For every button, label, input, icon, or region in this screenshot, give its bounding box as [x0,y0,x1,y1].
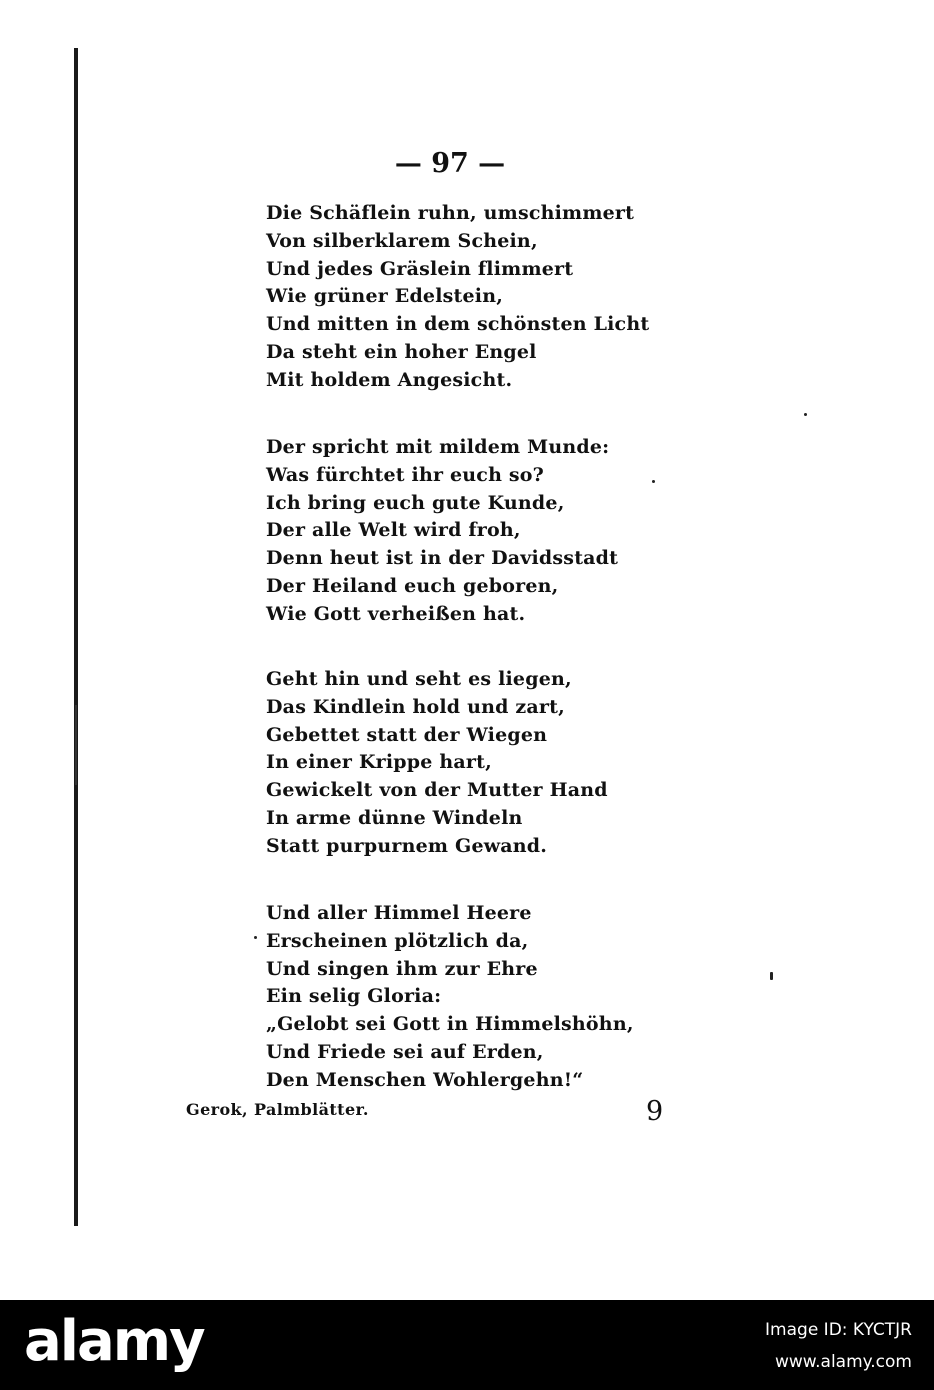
verse-line: Der Heiland euch geboren, [266,574,559,597]
ink-speck [652,480,655,483]
verse-line: Und Friede sei auf Erden, [266,1040,544,1063]
verse-line: Der spricht mit mildem Munde: [266,436,610,458]
verse-line: Die Schäflein ruhn, umschimmert [266,202,635,224]
verse-line: Und aller Himmel Heere [266,902,532,924]
stanza-1 [266,200,649,395]
verse-line: Wie grüner Edelstein, [266,285,504,308]
verse-line: Was fürchtet ihr euch so? [266,463,545,486]
watermark-banner [0,1300,934,1390]
verse-line: Das Kindlein hold und zart, [266,695,565,718]
site-url: www.alamy.com [774,1352,912,1372]
verse-line: Ich bring euch gute Kunde, [266,491,565,514]
verse-line: „Gelobt sei Gott in Himmelshöhn, [266,1013,634,1036]
page-edge-shadow [74,48,78,1226]
verse-line: Da steht ein hoher Engel [266,340,537,363]
book-footer: Gerok, Palmblätter. [186,1100,369,1119]
verse-line: Den Menschen Wohlergehn!“ [266,1068,584,1091]
verse-line: Und jedes Gräslein flimmert [266,257,574,280]
verse-line: Und singen ihm zur Ehre [266,957,538,980]
verse-line: In arme dünne Windeln [266,806,523,829]
verse-line: Mit holdem Angesicht. [266,368,513,391]
verse-line: Von silberklarem Schein, [266,229,538,252]
verse-line: Ein selig Gloria: [266,985,442,1008]
verse-line: Wie Gott verheißen hat. [266,602,526,625]
verse-line: In einer Krippe hart, [266,751,492,774]
verse-line: Und mitten in dem schönsten Licht [266,313,650,336]
verse-line: Gewickelt von der Mutter Hand [266,779,608,802]
ink-speck [804,413,807,416]
verse-line: Denn heut ist in der Davidsstadt [266,547,619,570]
image-id: Image ID: KYCTJR [765,1320,912,1340]
verse-line: Gebettet statt der Wiegen [266,723,548,746]
verse-line: Erscheinen plötzlich da, [266,929,529,952]
ink-speck [254,936,257,939]
page-number: — 97 — [394,148,506,179]
verse-line: Geht hin und seht es liegen, [266,668,572,690]
stanza-4 [266,900,634,1095]
stanza-2 [266,434,618,629]
verse-line: Statt purpurnem Gewand. [266,834,548,857]
stanza-3 [266,666,608,861]
verse-line: Der alle Welt wird froh, [266,519,521,542]
page-edge-shadow-fragment [75,705,77,785]
ink-speck [770,972,773,980]
alamy-logo: alamy [24,1309,204,1374]
signature-mark: 9 [646,1096,664,1127]
